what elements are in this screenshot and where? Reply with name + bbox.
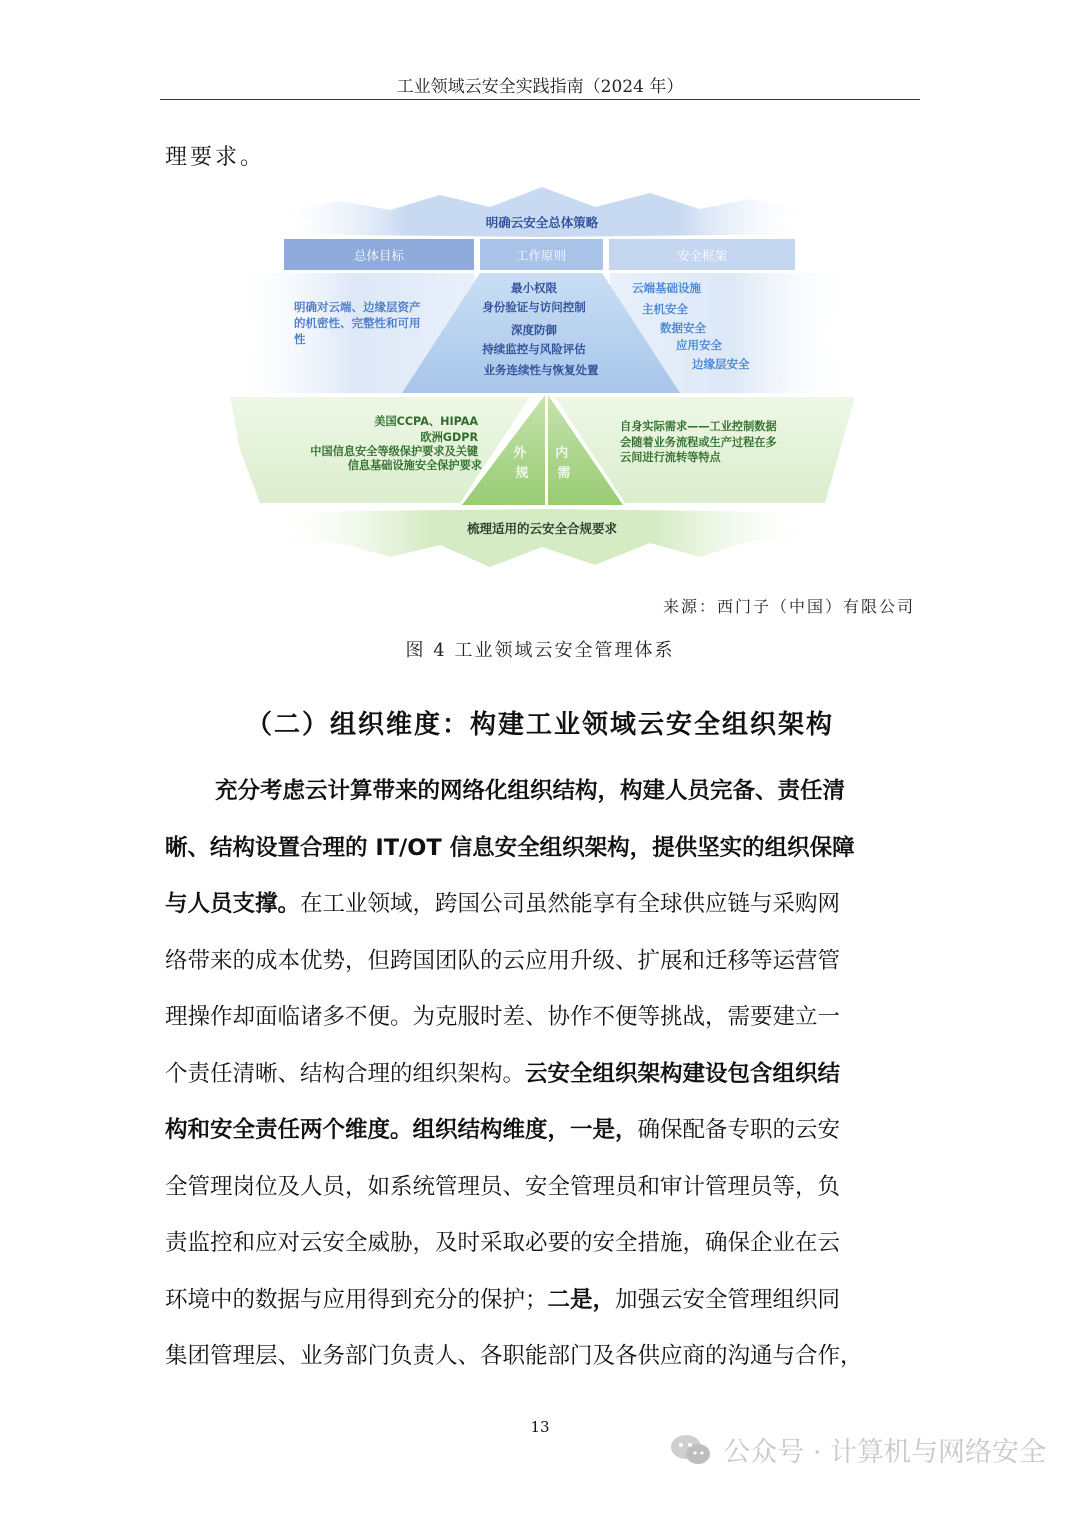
bold-run: 充分考虑云计算带来的网络化组织结构，构建人员完备、责任清 <box>215 778 846 804</box>
principle-item: 业务连续性与恢复处置 <box>483 363 599 377</box>
text-run: 环境中的数据与应用得到充分的保护； <box>165 1286 548 1313</box>
external-text: 美国CCPA、HIPAA 欧洲GDPR 中国信息安全等级保护要求及关键 信息基础设施安全保护要求 <box>310 415 482 472</box>
bold-run: 与人员支撑。 <box>165 891 301 917</box>
header-rule <box>160 99 920 100</box>
figure-caption: 图 4 工业领域云安全管理体系 <box>405 640 675 661</box>
framework-item: 应用安全 <box>676 338 722 352</box>
page-header-title: 工业领域云安全实践指南（2024 年） <box>396 77 684 97</box>
internal-text: 自身实际需求——工业控制数据 会随着业务流程或生产过程在多 云间进行流转等特点 <box>620 420 777 464</box>
bottom-banner-text: 梳理适用的云安全合规要求 <box>466 521 618 536</box>
principle-item: 最小权限 <box>511 281 557 295</box>
text-run: 理操作却面临诸多不便。为克服时差、协作不便等挑战，需要建立一 <box>165 1004 841 1030</box>
bold-run: 晰、结构设置合理的 IT/OT 信息安全组织架构，提供坚实的组织保障 <box>165 834 855 861</box>
paragraph-line <box>165 820 917 877</box>
watermark-text: 公众号 · 计算机与网络安全 <box>723 1437 1046 1468</box>
bold-run: 构和安全责任两个维度。组织结构维度，一是， <box>165 1117 638 1143</box>
text-run: 集团管理层、业务部门负责人、各职能部门及各供应商的沟通与合作， <box>165 1343 863 1369</box>
paragraph-line <box>165 1328 917 1385</box>
paragraph-line <box>165 1215 917 1272</box>
framework-item: 主机安全 <box>642 302 688 316</box>
col-overall-label: 总体目标 <box>353 248 405 263</box>
col-principles-label: 工作原则 <box>515 248 567 263</box>
paragraph-line <box>165 933 917 990</box>
paragraph-line <box>165 876 917 933</box>
text-run: 络带来的成本优势，但跨国团队的云应用升级、扩展和迁移等运营管 <box>165 947 841 974</box>
framework-item: 数据安全 <box>660 321 706 335</box>
paragraph-line <box>165 1046 917 1103</box>
text-run: 加强云安全管理组织同 <box>615 1286 841 1313</box>
wechat-icon <box>669 1432 713 1468</box>
text-run: 全管理岗位及人员，如系统管理员、安全管理员和审计管理员等，负 <box>165 1173 841 1200</box>
principle-item: 深度防御 <box>511 323 557 337</box>
lead-text: 理要求。 <box>165 145 266 170</box>
principle-item: 持续监控与风险评估 <box>482 342 586 356</box>
text-run: 责监控和应对云安全威胁，及时采取必要的安全措施，确保企业在云 <box>165 1230 841 1256</box>
col-framework-label: 安全框架 <box>676 248 728 263</box>
security-management-figure <box>230 185 855 575</box>
figure-source: 来源：西门子（中国）有限公司 <box>662 597 915 616</box>
principle-item: 身份验证与访问控制 <box>482 300 586 314</box>
text-run: 确保配备专职的云安 <box>637 1117 841 1143</box>
watermark <box>669 1430 1046 1469</box>
text-run: 个责任清晰、结构合理的组织架构。 <box>165 1060 526 1087</box>
overall-goal-text: 明确对云端、边缘层资产 的机密性、完整性和可用 性 <box>294 300 421 346</box>
body-paragraph <box>165 763 917 1385</box>
bold-run: 二是， <box>547 1286 616 1313</box>
paragraph-line <box>165 763 917 820</box>
paragraph-line <box>165 1159 917 1216</box>
bottom-banner-shape <box>260 509 825 567</box>
text-run: 在工业领域，跨国公司虽然能享有全球供应链与采购网 <box>300 891 841 917</box>
section-title: （二）组织维度：构建工业领域云安全组织架构 <box>245 710 834 740</box>
paragraph-line <box>165 989 917 1046</box>
bold-run: 云安全组织架构建设包含组织结 <box>525 1060 841 1087</box>
paragraph-line <box>165 1272 917 1329</box>
page-number: 13 <box>530 1418 550 1436</box>
framework-item: 云端基础设施 <box>632 281 701 295</box>
framework-item: 边缘层安全 <box>692 357 750 371</box>
external-label: 外 规 <box>513 446 529 481</box>
top-banner-text: 明确云安全总体策略 <box>485 215 599 230</box>
paragraph-line <box>165 1102 917 1159</box>
internal-label: 内 需 <box>555 446 571 481</box>
